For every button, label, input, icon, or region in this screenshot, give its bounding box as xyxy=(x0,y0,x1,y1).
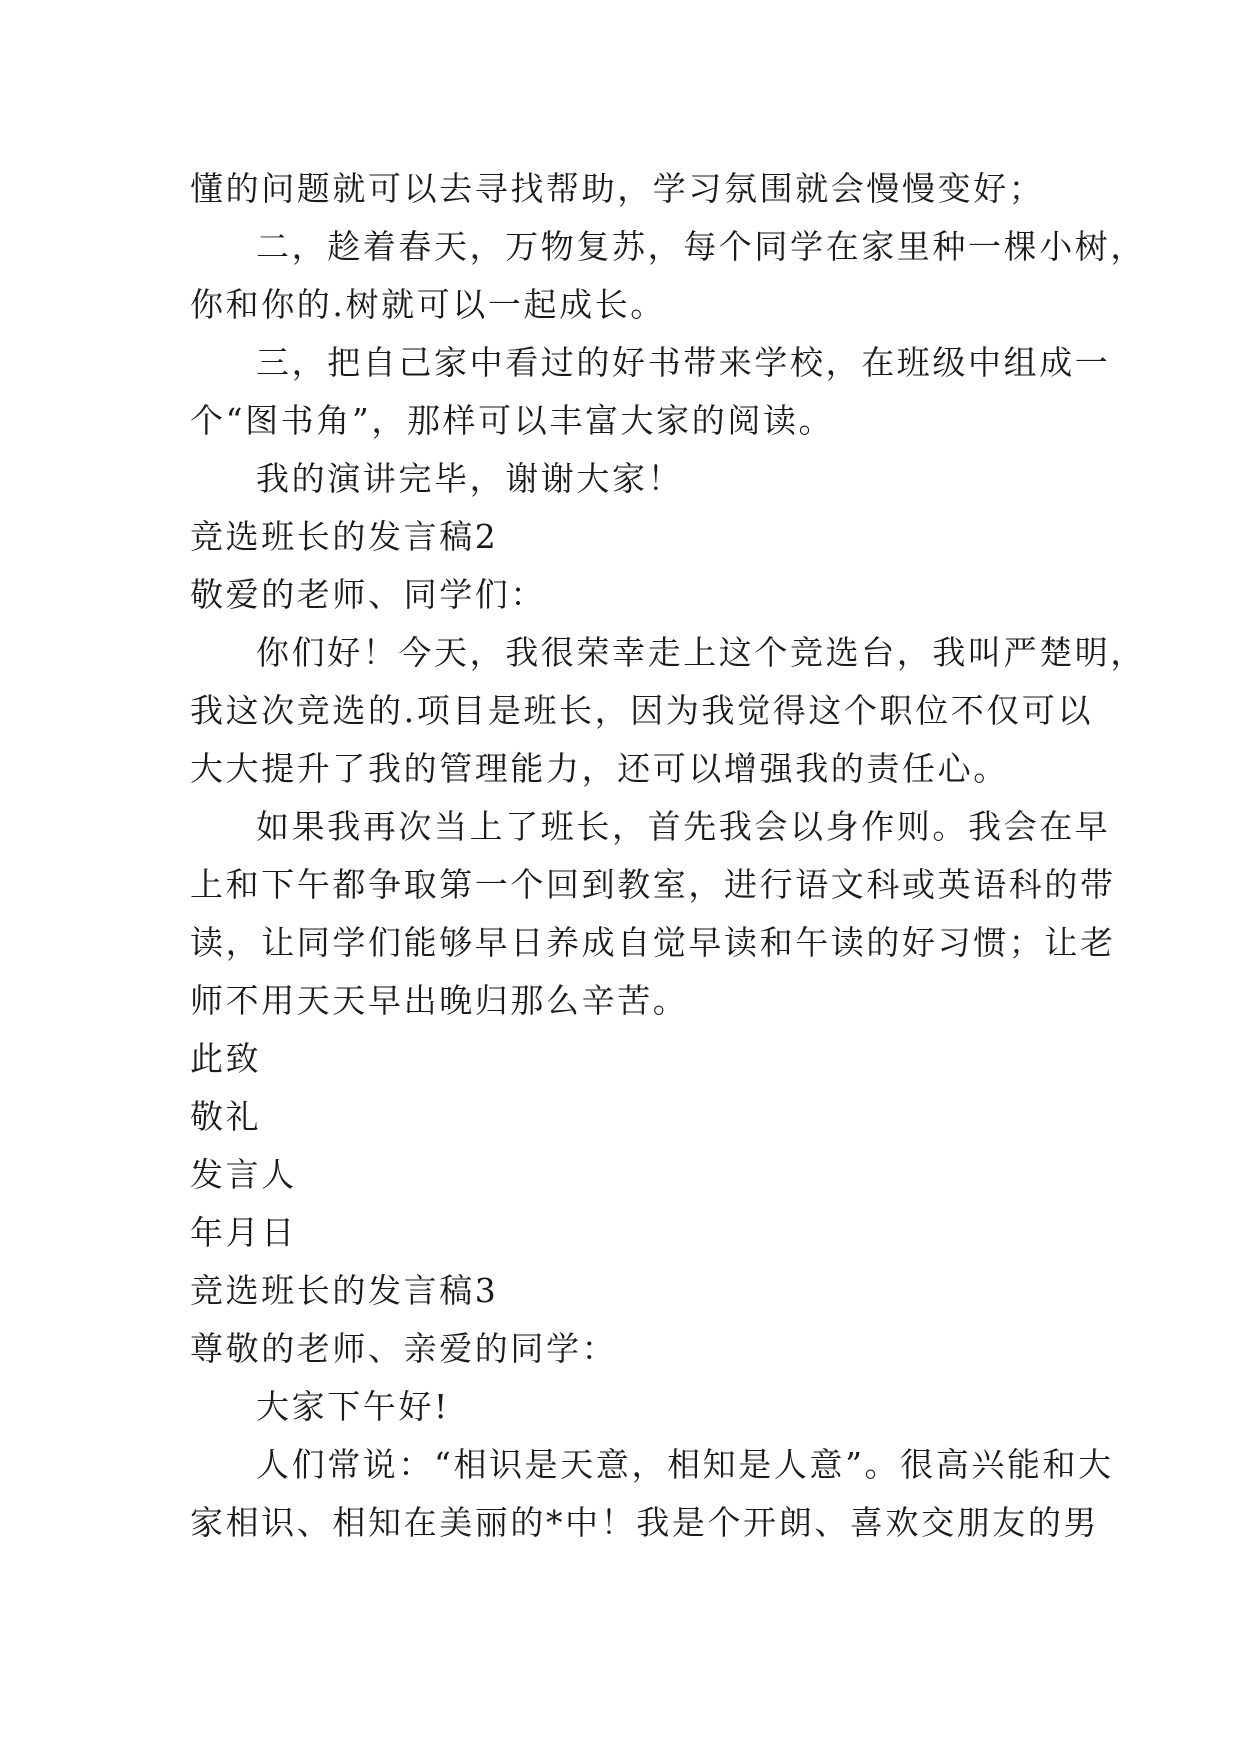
text-line: 你们好！今天，我很荣幸走上这个竞选台，我叫严楚明， xyxy=(256,633,1146,672)
date-line: 年月日 xyxy=(190,1213,297,1252)
text-line: 懂的问题就可以去寻找帮助，学习氛围就会慢慢变好； xyxy=(190,169,1045,208)
salutation: 敬爱的老师、同学们： xyxy=(190,575,546,614)
text-line: 家相识、相知在美丽的*中！我是个开朗、喜欢交朋友的男 xyxy=(190,1503,1100,1542)
text-line: 人们常说：“相识是天意，相知是人意”。很高兴能和大 xyxy=(256,1445,1114,1484)
closing-line: 敬礼 xyxy=(190,1097,262,1136)
text-line: 我的演讲完毕，谢谢大家！ xyxy=(256,459,684,498)
text-line: 如果我再次当上了班长，首先我会以身作则。我会在早 xyxy=(256,807,1111,846)
text-line: 个“图书角”，那样可以丰富大家的阅读。 xyxy=(190,401,835,440)
text-line: 二，趁着春天，万物复苏，每个同学在家里种一棵小树， xyxy=(256,227,1146,266)
salutation: 尊敬的老师、亲爱的同学： xyxy=(190,1329,618,1368)
text-line: 大大提升了我的管理能力，还可以增强我的责任心。 xyxy=(190,749,1009,788)
text-line: 我这次竞选的.项目是班长，因为我觉得这个职位不仅可以 xyxy=(190,691,1094,730)
greeting: 大家下午好! xyxy=(256,1387,450,1426)
signature-line: 发言人 xyxy=(190,1155,297,1194)
text-line: 三，把自己家中看过的好书带来学校，在班级中组成一 xyxy=(256,343,1111,382)
closing-line: 此致 xyxy=(190,1039,262,1078)
section-title: 竞选班长的发言稿3 xyxy=(190,1271,499,1310)
text-line: 师不用天天早出晚归那么辛苦。 xyxy=(190,981,689,1020)
text-line: 读，让同学们能够早日养成自觉早读和午读的好习惯；让老 xyxy=(190,923,1116,962)
section-title: 竞选班长的发言稿2 xyxy=(190,517,499,556)
text-line: 你和你的.树就可以一起成长。 xyxy=(190,285,666,324)
text-line: 上和下午都争取第一个回到教室，进行语文科或英语科的带 xyxy=(190,865,1116,904)
